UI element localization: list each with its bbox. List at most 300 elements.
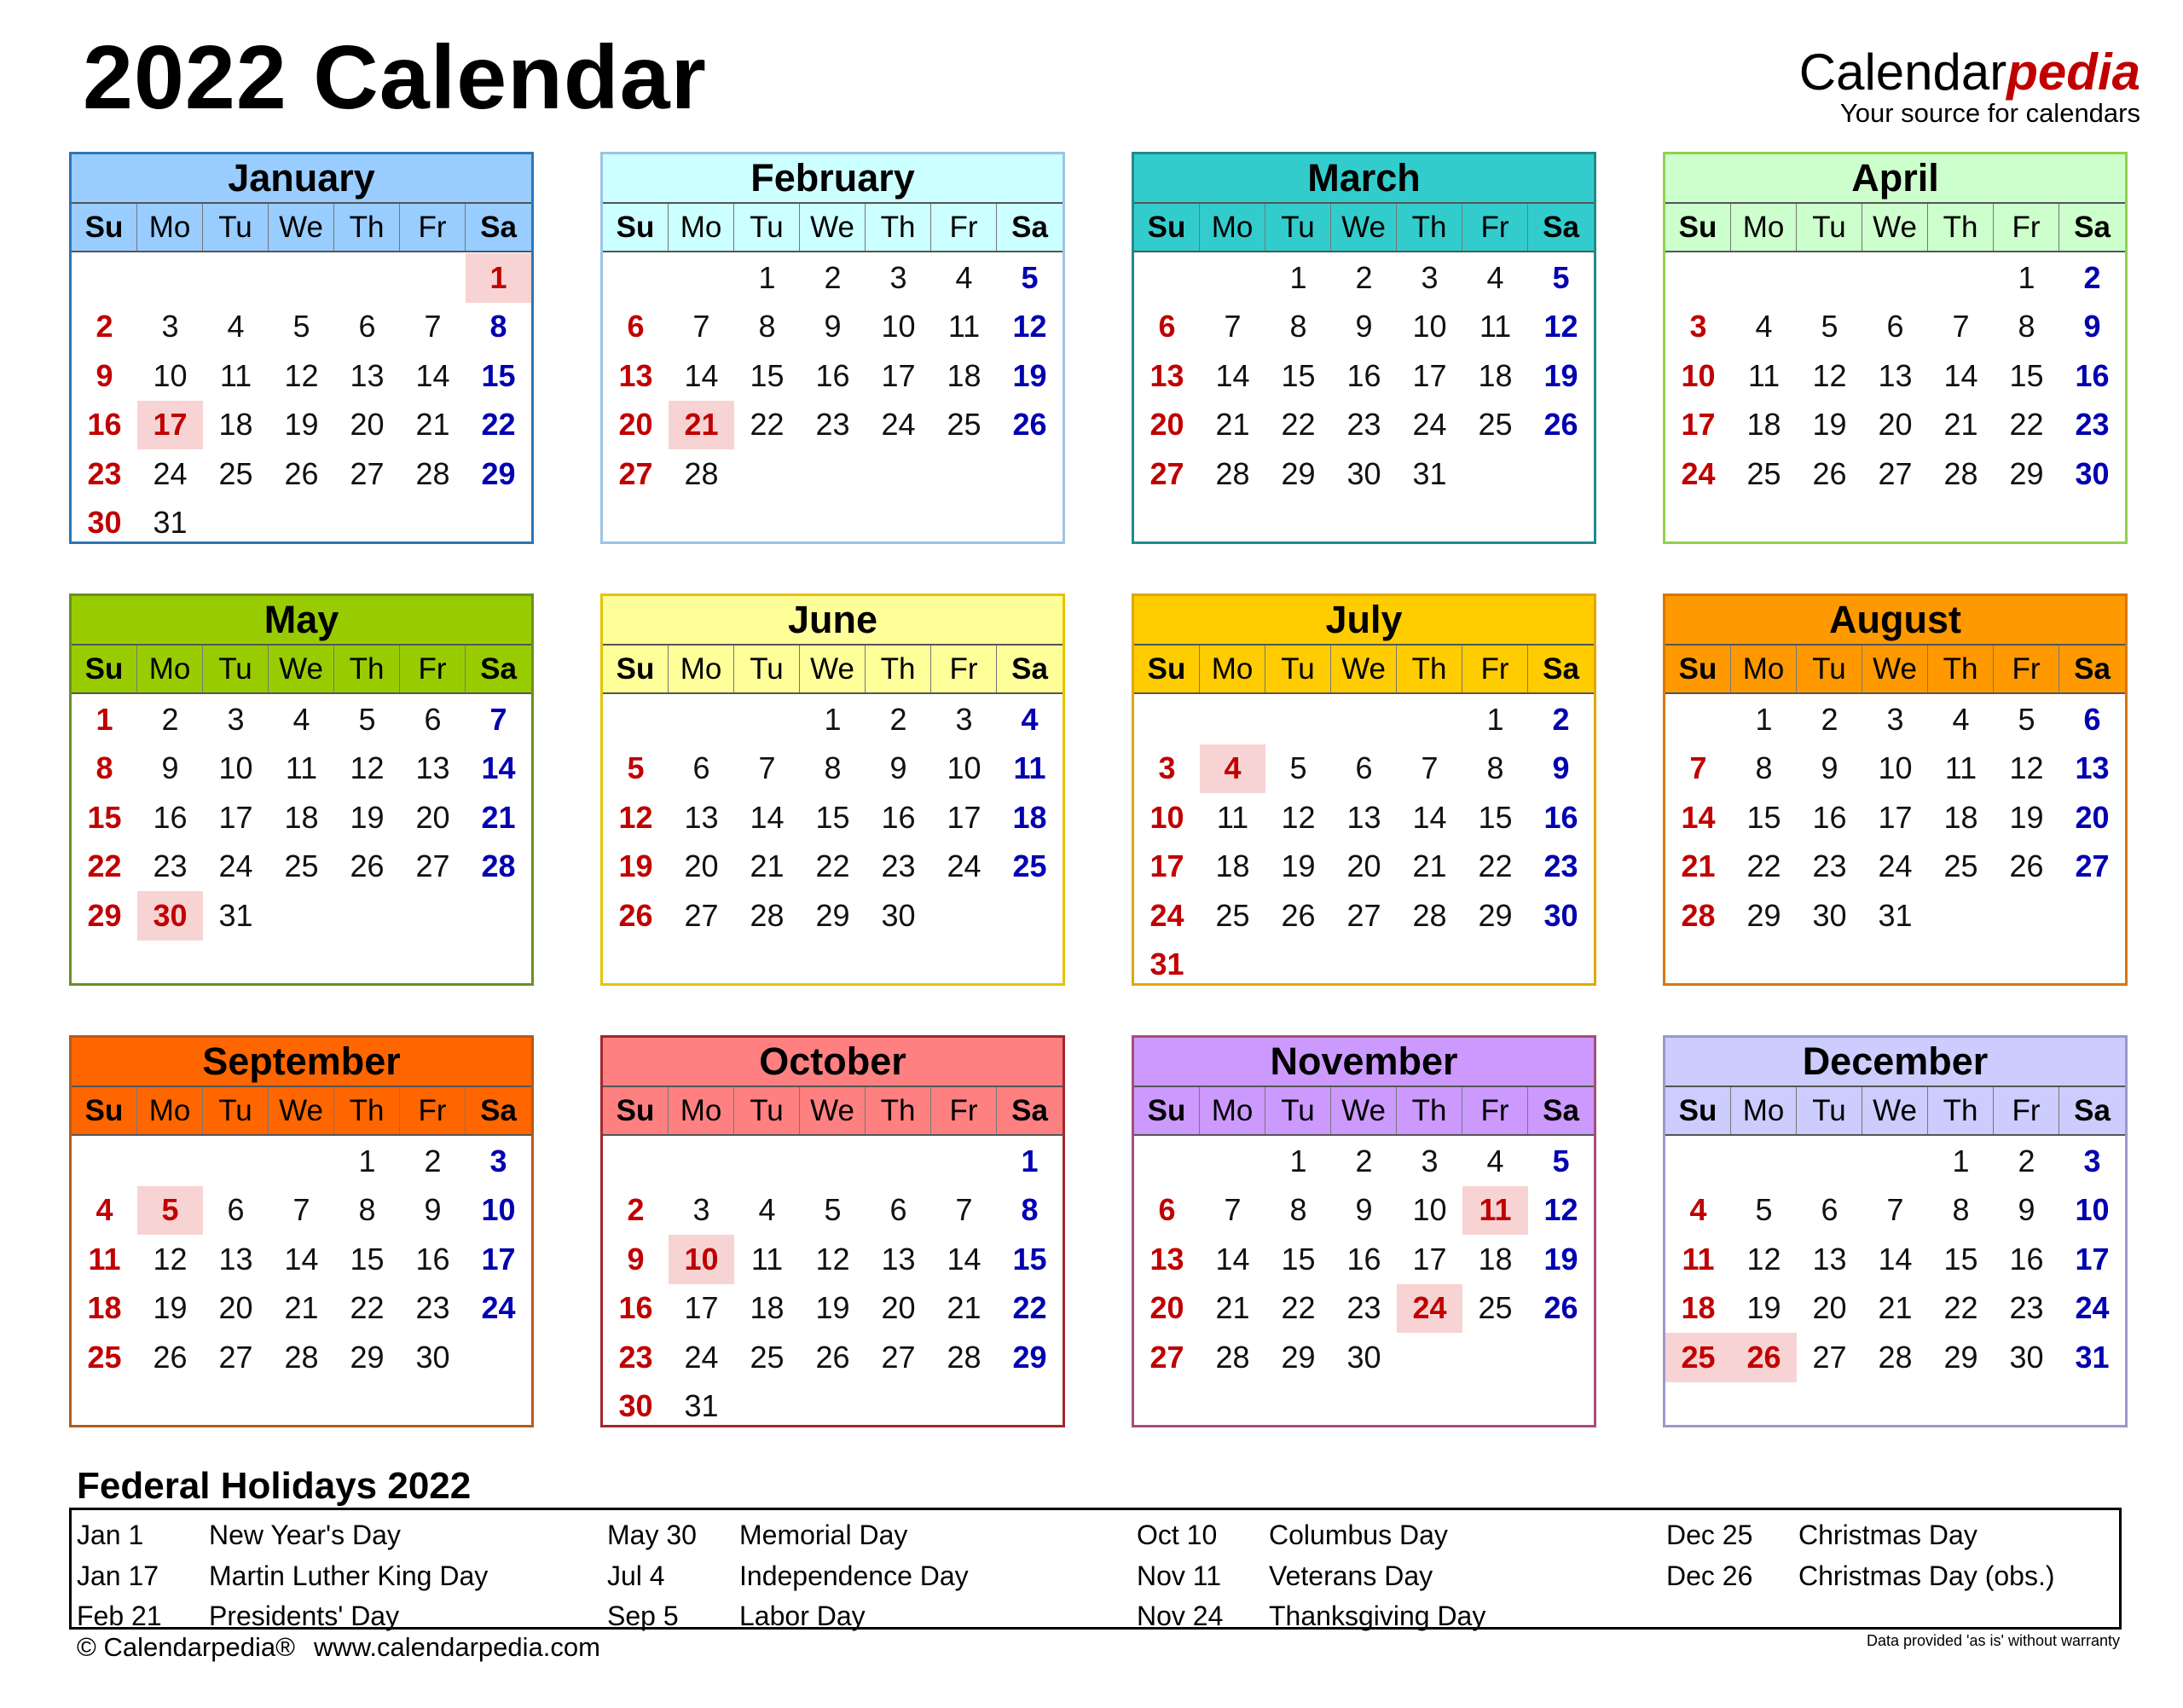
day-cell: 13 <box>1149 357 1184 393</box>
day-cell: 25 <box>750 1339 785 1375</box>
day-cell: 5 <box>1821 309 1838 344</box>
empty-cell <box>1331 695 1397 744</box>
weekday-label: We <box>1862 204 1928 251</box>
holiday-date: Nov 24 <box>1137 1601 1224 1631</box>
day-cell: 11 <box>285 750 318 786</box>
day-cell: 12 <box>1012 309 1047 344</box>
day-cell: 2 <box>1355 1143 1373 1178</box>
day-cell: 2 <box>424 1143 442 1178</box>
weekday-label: Su <box>603 646 669 692</box>
day-cell: 6 <box>1886 309 1904 344</box>
day-cell: 3 <box>1886 701 1904 737</box>
weekday-label: Tu <box>1797 204 1862 251</box>
day-cell: 27 <box>1149 1339 1184 1375</box>
weekday-label: Su <box>1134 1087 1200 1134</box>
day-cell: 14 <box>1215 357 1250 393</box>
day-cell: 26 <box>153 1339 188 1375</box>
day-cell: 21 <box>1943 407 1978 443</box>
day-cell: 26 <box>1543 407 1578 443</box>
day-cell: 25 <box>1215 897 1250 933</box>
day-cell: 14 <box>947 1241 981 1277</box>
weekday-label: Tu <box>1265 204 1331 251</box>
holiday-date: Dec 25 <box>1666 1520 1753 1550</box>
day-cell: 22 <box>1478 848 1513 884</box>
day-cell: 21 <box>1215 407 1250 443</box>
weekday-label: We <box>800 1087 866 1134</box>
empty-cell <box>1134 1137 1200 1186</box>
day-cell: 27 <box>1149 455 1184 491</box>
month-title: October <box>603 1038 1063 1087</box>
day-cell: 28 <box>284 1339 319 1375</box>
weekday-header <box>1134 646 1594 694</box>
day-cell: 5 <box>1289 750 1307 786</box>
month-july <box>1132 593 1596 986</box>
day-cell: 17 <box>684 1290 719 1326</box>
day-cell: 18 <box>1746 407 1781 443</box>
day-cell: 30 <box>618 1388 653 1424</box>
weekday-label: Tu <box>1265 646 1331 692</box>
day-cell: 11 <box>1682 1241 1715 1277</box>
day-cell: 15 <box>1943 1241 1978 1277</box>
weekday-label: Mo <box>1731 646 1797 692</box>
day-cell: 4 <box>955 259 973 295</box>
day-cell: 9 <box>96 357 113 393</box>
day-cell: 12 <box>153 1241 188 1277</box>
empty-cell <box>1134 695 1200 744</box>
weekday-header <box>72 646 531 694</box>
day-cell: 12 <box>1543 309 1578 344</box>
day-cell: 6 <box>1821 1192 1838 1228</box>
day-cell: 11 <box>1747 357 1781 393</box>
weekday-label: We <box>1331 646 1397 692</box>
weekday-label: We <box>800 646 866 692</box>
holiday-name: Presidents' Day <box>209 1601 400 1631</box>
day-cell: 20 <box>415 799 450 835</box>
empty-cell <box>203 1137 269 1186</box>
day-cell: 15 <box>481 357 516 393</box>
day-cell: 28 <box>947 1339 981 1375</box>
day-cell: 13 <box>1149 1241 1184 1277</box>
weekday-label: Th <box>866 646 931 692</box>
day-cell: 6 <box>1355 750 1373 786</box>
day-cell: 20 <box>2075 799 2110 835</box>
day-cell: 10 <box>153 357 188 393</box>
day-cell: 15 <box>1012 1241 1047 1277</box>
day-cell: 24 <box>153 455 188 491</box>
weekday-label: Su <box>72 204 137 251</box>
day-cell: 11 <box>1479 309 1512 344</box>
day-cell: 6 <box>692 750 710 786</box>
day-cell: 9 <box>1821 750 1838 786</box>
day-cell: 27 <box>218 1339 253 1375</box>
day-cell: 3 <box>889 259 907 295</box>
day-cell: 26 <box>1543 1290 1578 1326</box>
day-cell: 28 <box>1215 455 1250 491</box>
day-cell: 31 <box>1878 897 1913 933</box>
day-cell: 9 <box>1355 1192 1373 1228</box>
empty-cell <box>1665 695 1731 744</box>
weekday-header <box>1134 204 1594 252</box>
empty-cell <box>603 253 669 303</box>
holiday-day-cell: 26 <box>1731 1333 1797 1382</box>
day-grid <box>1134 1136 1594 1382</box>
brand-logo <box>1798 43 2140 128</box>
day-cell: 9 <box>889 750 907 786</box>
day-cell: 16 <box>1346 357 1381 393</box>
holiday-day-cell: 5 <box>137 1186 203 1236</box>
weekday-label: Fr <box>1462 646 1528 692</box>
day-cell: 27 <box>415 848 450 884</box>
day-cell: 1 <box>824 701 842 737</box>
weekday-label: Su <box>72 646 137 692</box>
day-cell: 20 <box>1878 407 1913 443</box>
day-cell: 27 <box>618 455 653 491</box>
weekday-label: Sa <box>480 651 517 686</box>
day-cell: 25 <box>87 1339 122 1375</box>
day-cell: 27 <box>1346 897 1381 933</box>
day-cell: 12 <box>2009 750 2044 786</box>
day-cell: 24 <box>1681 455 1716 491</box>
holidays-table <box>69 1508 2122 1630</box>
day-cell: 19 <box>1746 1290 1781 1326</box>
day-cell: 3 <box>161 309 179 344</box>
day-cell: 16 <box>618 1290 653 1326</box>
day-cell: 3 <box>489 1143 507 1178</box>
day-cell: 12 <box>1812 357 1847 393</box>
day-cell: 29 <box>350 1339 385 1375</box>
day-grid <box>1134 694 1594 989</box>
weekday-label: Sa <box>1543 210 1579 244</box>
brand-name-a: Calendar <box>1798 43 2007 101</box>
day-cell: 13 <box>1878 357 1913 393</box>
day-cell: 22 <box>87 848 122 884</box>
weekday-label: Th <box>1397 204 1462 251</box>
day-cell: 1 <box>1952 1143 1970 1178</box>
day-cell: 14 <box>415 357 450 393</box>
day-cell: 14 <box>1412 799 1447 835</box>
empty-cell <box>1200 1137 1265 1186</box>
day-cell: 13 <box>218 1241 253 1277</box>
day-cell: 5 <box>358 701 376 737</box>
empty-cell <box>334 253 400 303</box>
weekday-header <box>72 204 531 252</box>
weekday-label: Su <box>72 1087 137 1134</box>
empty-cell <box>1134 253 1200 303</box>
day-grid <box>603 694 1063 941</box>
day-cell: 21 <box>947 1290 981 1326</box>
page-title: 2022 Calendar <box>83 27 707 128</box>
day-cell: 25 <box>218 455 253 491</box>
day-cell: 21 <box>1215 1290 1250 1326</box>
month-november <box>1132 1035 1596 1427</box>
empty-cell <box>800 1137 866 1186</box>
day-cell: 17 <box>1412 357 1447 393</box>
day-cell: 12 <box>1543 1192 1578 1228</box>
day-cell: 8 <box>1486 750 1504 786</box>
day-grid <box>1665 694 2125 941</box>
holiday-day-cell: 30 <box>137 891 203 941</box>
day-cell: 3 <box>692 1192 710 1228</box>
day-cell: 30 <box>415 1339 450 1375</box>
holiday-date: Nov 11 <box>1137 1560 1222 1591</box>
day-cell: 29 <box>1478 897 1513 933</box>
day-cell: 24 <box>947 848 981 884</box>
weekday-label: Mo <box>137 646 203 692</box>
weekday-label: Tu <box>203 1087 269 1134</box>
day-cell: 7 <box>1886 1192 1904 1228</box>
day-cell: 18 <box>947 357 981 393</box>
empty-cell <box>137 1137 203 1186</box>
day-cell: 14 <box>750 799 785 835</box>
day-cell: 2 <box>2018 1143 2035 1178</box>
weekday-label: Sa <box>2074 210 2111 244</box>
day-cell: 24 <box>481 1290 516 1326</box>
day-cell: 30 <box>87 505 122 541</box>
day-cell: 31 <box>1149 947 1184 982</box>
day-cell: 15 <box>1478 799 1513 835</box>
day-cell: 30 <box>1543 897 1578 933</box>
day-cell: 16 <box>881 799 916 835</box>
weekday-label: Th <box>866 1087 931 1134</box>
day-cell: 9 <box>424 1192 442 1228</box>
day-cell: 7 <box>489 701 507 737</box>
day-cell: 29 <box>1943 1339 1978 1375</box>
weekday-label: Mo <box>1200 204 1265 251</box>
day-cell: 11 <box>219 357 252 393</box>
day-cell: 2 <box>161 701 179 737</box>
weekday-label: Fr <box>400 646 466 692</box>
day-cell: 4 <box>1755 309 1773 344</box>
day-cell: 29 <box>1281 1339 1316 1375</box>
weekday-header <box>603 1087 1063 1136</box>
day-cell: 30 <box>1346 455 1381 491</box>
day-cell: 22 <box>1012 1290 1047 1326</box>
weekday-label: Fr <box>1462 204 1528 251</box>
day-cell: 18 <box>1012 799 1047 835</box>
day-cell: 8 <box>758 309 776 344</box>
day-cell: 12 <box>1746 1241 1781 1277</box>
holiday-day-cell: 10 <box>669 1235 734 1284</box>
day-cell: 23 <box>2009 1290 2044 1326</box>
day-cell: 1 <box>1755 701 1773 737</box>
holiday-date: Feb 21 <box>77 1601 162 1631</box>
day-cell: 7 <box>758 750 776 786</box>
day-cell: 28 <box>415 455 450 491</box>
weekday-header <box>1134 1087 1594 1136</box>
day-cell: 6 <box>227 1192 245 1228</box>
day-cell: 2 <box>627 1192 645 1228</box>
day-cell: 19 <box>284 407 319 443</box>
day-cell: 1 <box>1289 1143 1307 1178</box>
day-cell: 22 <box>350 1290 385 1326</box>
day-cell: 12 <box>618 799 653 835</box>
day-cell: 14 <box>1215 1241 1250 1277</box>
weekday-label: Th <box>334 646 400 692</box>
day-cell: 25 <box>1478 1290 1513 1326</box>
day-cell: 27 <box>1812 1339 1847 1375</box>
day-cell: 15 <box>815 799 850 835</box>
day-cell: 1 <box>1289 259 1307 295</box>
day-cell: 28 <box>1681 897 1716 933</box>
day-cell: 18 <box>284 799 319 835</box>
day-cell: 7 <box>292 1192 310 1228</box>
day-cell: 7 <box>1689 750 1707 786</box>
empty-cell <box>269 253 334 303</box>
day-cell: 4 <box>758 1192 776 1228</box>
day-cell: 23 <box>153 848 188 884</box>
day-cell: 12 <box>1281 799 1316 835</box>
month-title: December <box>1665 1038 2125 1087</box>
day-cell: 6 <box>889 1192 907 1228</box>
weekday-label: Mo <box>1200 1087 1265 1134</box>
day-cell: 26 <box>1812 455 1847 491</box>
weekday-label: We <box>269 1087 334 1134</box>
day-cell: 10 <box>1412 309 1447 344</box>
day-cell: 1 <box>1486 701 1504 737</box>
weekday-header <box>1665 204 2125 252</box>
weekday-label: Sa <box>1543 651 1579 686</box>
holiday-name: Veterans Day <box>1269 1560 1433 1591</box>
weekday-label: Fr <box>931 204 997 251</box>
day-cell: 21 <box>750 848 785 884</box>
day-grid <box>1134 252 1594 499</box>
day-cell: 16 <box>815 357 850 393</box>
day-cell: 20 <box>618 407 653 443</box>
day-cell: 22 <box>750 407 785 443</box>
month-january <box>69 152 534 544</box>
day-cell: 14 <box>1681 799 1716 835</box>
day-cell: 18 <box>1943 799 1978 835</box>
day-cell: 24 <box>1149 897 1184 933</box>
day-cell: 8 <box>1289 1192 1307 1228</box>
day-cell: 8 <box>2018 309 2035 344</box>
day-cell: 26 <box>2009 848 2044 884</box>
day-cell: 20 <box>350 407 385 443</box>
day-cell: 7 <box>1224 1192 1242 1228</box>
weekday-label: Th <box>1397 1087 1462 1134</box>
weekday-label: Su <box>603 1087 669 1134</box>
day-cell: 25 <box>1012 848 1047 884</box>
day-grid <box>72 252 531 547</box>
day-cell: 2 <box>2083 259 2101 295</box>
weekday-label: Mo <box>669 204 734 251</box>
day-cell: 8 <box>1952 1192 1970 1228</box>
empty-cell <box>1862 1137 1928 1186</box>
day-cell: 27 <box>684 897 719 933</box>
day-cell: 29 <box>815 897 850 933</box>
day-cell: 7 <box>1421 750 1439 786</box>
month-title: March <box>1134 154 1594 204</box>
day-cell: 29 <box>1012 1339 1047 1375</box>
day-cell: 13 <box>881 1241 916 1277</box>
day-cell: 12 <box>284 357 319 393</box>
day-cell: 15 <box>350 1241 385 1277</box>
empty-cell <box>669 253 734 303</box>
weekday-label: Sa <box>1011 651 1048 686</box>
day-cell: 22 <box>2009 407 2044 443</box>
day-cell: 26 <box>1012 407 1047 443</box>
weekday-label: Mo <box>137 204 203 251</box>
weekday-label: Sa <box>1011 210 1048 244</box>
empty-cell <box>72 253 137 303</box>
day-cell: 21 <box>415 407 450 443</box>
day-cell: 25 <box>284 848 319 884</box>
day-cell: 28 <box>481 848 516 884</box>
empty-cell <box>1200 253 1265 303</box>
empty-cell <box>1862 253 1928 303</box>
day-cell: 17 <box>1681 407 1716 443</box>
empty-cell <box>866 1137 931 1186</box>
day-cell: 15 <box>750 357 785 393</box>
day-cell: 23 <box>1812 848 1847 884</box>
holiday-name: Labor Day <box>739 1601 866 1631</box>
day-cell: 7 <box>1952 309 1970 344</box>
weekday-label: Mo <box>1200 646 1265 692</box>
day-cell: 19 <box>1281 848 1316 884</box>
day-cell: 20 <box>1346 848 1381 884</box>
day-cell: 27 <box>881 1339 916 1375</box>
day-cell: 2 <box>889 701 907 737</box>
holiday-day-cell: 21 <box>669 401 734 450</box>
day-cell: 10 <box>481 1192 516 1228</box>
empty-cell <box>734 695 800 744</box>
day-cell: 26 <box>350 848 385 884</box>
month-may <box>69 593 534 986</box>
day-cell: 16 <box>2075 357 2110 393</box>
holiday-day-cell: 1 <box>466 253 531 303</box>
weekday-label: Fr <box>931 1087 997 1134</box>
day-cell: 21 <box>481 799 516 835</box>
day-cell: 28 <box>1943 455 1978 491</box>
footer-disclaimer: Data provided 'as is' without warranty <box>1866 1632 2120 1649</box>
empty-cell <box>203 253 269 303</box>
weekday-label: Th <box>1928 1087 1994 1134</box>
day-cell: 5 <box>1021 259 1039 295</box>
day-cell: 3 <box>955 701 973 737</box>
empty-cell <box>269 1137 334 1186</box>
footer-url[interactable]: www.calendarpedia.com <box>313 1632 600 1662</box>
empty-cell <box>1731 1137 1797 1186</box>
day-cell: 6 <box>627 309 645 344</box>
day-cell: 14 <box>1943 357 1978 393</box>
day-cell: 13 <box>1346 799 1381 835</box>
day-cell: 4 <box>1021 701 1039 737</box>
day-cell: 20 <box>1149 407 1184 443</box>
day-cell: 19 <box>2009 799 2044 835</box>
day-cell: 19 <box>618 848 653 884</box>
month-title: July <box>1134 596 1594 646</box>
day-cell: 15 <box>1281 1241 1316 1277</box>
day-cell: 25 <box>1746 455 1781 491</box>
empty-cell <box>603 695 669 744</box>
month-title: November <box>1134 1038 1594 1087</box>
weekday-label: Fr <box>1994 1087 2059 1134</box>
holiday-name: Memorial Day <box>739 1520 908 1550</box>
month-title: May <box>72 596 531 646</box>
day-cell: 17 <box>1149 848 1184 884</box>
month-title: August <box>1665 596 2125 646</box>
day-grid <box>603 1136 1063 1431</box>
weekday-header <box>603 646 1063 694</box>
day-cell: 6 <box>1158 309 1176 344</box>
weekday-label: We <box>1862 646 1928 692</box>
weekday-label: Mo <box>669 646 734 692</box>
day-cell: 5 <box>824 1192 842 1228</box>
weekday-label: Mo <box>1731 1087 1797 1134</box>
day-cell: 21 <box>1412 848 1447 884</box>
day-cell: 8 <box>1755 750 1773 786</box>
day-cell: 23 <box>2075 407 2110 443</box>
